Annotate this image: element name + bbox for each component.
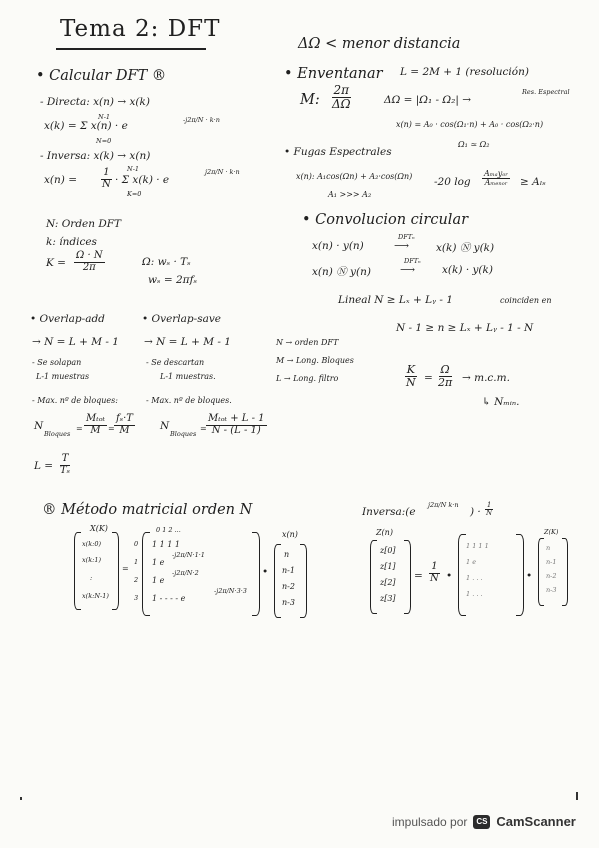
inversa-label: - Inversa: x(k) → x(n) [40, 150, 151, 162]
overlap-add-f2-den: M [119, 424, 130, 436]
inversa-matrix-frac-den: N [486, 509, 493, 518]
ws-equation: wₛ = 2πfₛ [148, 274, 198, 286]
inv-eq: = [414, 570, 423, 582]
page-title: Tema 2: DFT [60, 16, 221, 42]
zx-right-paren [562, 538, 568, 606]
dft-matrix-left-paren [142, 532, 150, 616]
k-fraction-den: 2π [82, 261, 96, 273]
zx-row-1: n-1 [546, 558, 557, 566]
inversa-fraction-num: 1 [103, 167, 110, 178]
overlap-save-f-den: N - (L - 1) [211, 424, 261, 436]
overlap-save-descartan: - Se descartan [146, 358, 205, 367]
inversa-sum-bottom: K=0 [127, 190, 142, 198]
signal-equation: x(n) = A₀ · cos(Ω₁·n) + A₀ · cos(Ω₂·n) [396, 120, 544, 129]
row-index-0: 0 [134, 540, 139, 548]
conv2-left: x(n) Ⓝ y(n) [312, 266, 371, 278]
xk-row-3: x(k:N-1) [82, 592, 109, 600]
matrix-row-3: 1 - - - - e [152, 594, 186, 603]
inv-one-over-n-den: N [430, 572, 439, 584]
inversa-exponent: j2π/N · k·n [205, 168, 240, 176]
resolucion-espectral: Res. Espectral [522, 88, 570, 96]
legend-n: N → orden DFT [276, 338, 339, 347]
omega-over-2pi-num: Ω [440, 363, 450, 376]
matrix-row-3-exp: -j2π/N·3·3 [214, 587, 247, 595]
overlap-add-nblq-sub: Bloques [44, 430, 71, 438]
overlap-save-f-num: Mₜₒₜ + L - 1 [208, 413, 265, 424]
inv-matrix-right-paren [516, 534, 524, 616]
amplitude-relation: A₁ >>> A₂ [328, 190, 372, 199]
xk-row-1: x(k:1) [82, 556, 102, 564]
powered-by-label: impulsado por [392, 814, 468, 829]
zn-right-paren [404, 540, 411, 614]
xk-row-2: : [90, 574, 93, 582]
inversa-lhs: x(n) = [44, 174, 78, 186]
overlap-add-n: → N = L + M - 1 [32, 336, 119, 348]
zn-heading: Z(n) [376, 528, 393, 537]
inversa-fraction-den: N [102, 178, 111, 190]
overlap-add-solapan: - Se solapan [32, 358, 82, 367]
convolucion-heading: • Convolucion circular [302, 212, 469, 228]
directa-exponent: -j2π/N · k·n [183, 116, 220, 124]
inv-matrix-row-2: 1 . . . [466, 574, 483, 582]
overlap-add-nblq: N [34, 420, 44, 432]
k-over-n-num: K [406, 363, 415, 376]
zn-row-1: z[1] [380, 562, 396, 571]
camscanner-logo-icon: CS [473, 815, 490, 829]
inv-one-over-n [428, 562, 441, 584]
xk-left-paren [74, 532, 81, 610]
omega-approx: Ω₁ ≃ Ω₂ [458, 140, 490, 149]
inv-dot-2: • [526, 570, 533, 582]
overlap-save-nblq-sub: Bloques [170, 430, 197, 438]
row-index-1: 1 [134, 558, 139, 566]
zx-row-2: n-2 [546, 572, 557, 580]
overlap-add-fraction1 [84, 414, 107, 436]
overlap-save-heading: • Overlap-save [142, 313, 221, 325]
camscanner-footer [392, 814, 576, 829]
matrix-eq: = [122, 564, 129, 573]
stray-mark-right [576, 792, 578, 800]
db-lhs: -20 log [434, 176, 471, 188]
zn-row-3: z[3] [380, 594, 396, 603]
fugas-heading: • Fugas Espectrales [284, 146, 392, 158]
k-over-n-den: N [406, 375, 416, 389]
overlap-add-eq: = [76, 424, 83, 433]
overlap-add-f1-num: Mₜₒₜ [86, 413, 106, 424]
inv-matrix-row-0: 1 1 1 1 [466, 542, 489, 550]
inv-matrix-left-paren [458, 534, 466, 616]
inversa-matrix-tail: ) · [470, 506, 481, 518]
k-definition: k: índices [46, 236, 97, 248]
enventanar-heading: • Enventanar [284, 66, 383, 82]
inversa-matrix-frac-num: 1 [486, 501, 492, 509]
inv-dot: • [446, 570, 453, 582]
db-rhs: ≥ Aₗₛ [520, 176, 546, 188]
overlap-add-f2-num: fₛ·T [116, 413, 133, 424]
metodo-matricial-heading: ® Método matricial orden N [42, 502, 253, 518]
inversa-matrix-heading: Inversa:(e [362, 506, 416, 518]
conv1-left: x(n) · y(n) [312, 240, 364, 252]
m-fraction-num: 2π [333, 83, 350, 97]
l-resolution: L = 2M + 1 (resolución) [400, 66, 529, 78]
zx-heading: Z(K) [544, 528, 559, 536]
zn-row-2: z[2] [380, 578, 396, 587]
row-index-3: 3 [134, 594, 139, 602]
xn-row-3: n-3 [282, 598, 295, 607]
matrix-row-1: 1 e [152, 558, 165, 567]
omega-equation: Ω: wₛ · Tₛ [142, 256, 191, 268]
xn-row-0: n [284, 550, 290, 559]
matrix-dot: • [262, 566, 269, 578]
delta-omega-note: ΔΩ < menor distancia [298, 36, 461, 52]
matrix-row-2: 1 e [152, 576, 165, 585]
overlap-save-max-bloques: - Max. nº de bloques. [146, 396, 232, 405]
k-fraction-num: Ω · N [76, 250, 103, 261]
overlap-save-eq: = [200, 424, 207, 433]
m-fraction-den: ΔΩ [332, 96, 351, 111]
l-fraction [58, 454, 72, 476]
overlap-add-eq2: = [108, 424, 115, 433]
directa-equation: x(k) = Σ x(n) · e [44, 120, 128, 132]
overlap-add-heading: • Overlap-add [30, 313, 105, 325]
conv1-right: x(k) Ⓝ y(k) [436, 242, 495, 254]
overlap-add-f1-den: M [90, 424, 101, 436]
n-definition: N: Orden DFT [46, 218, 122, 230]
directa-sum-bottom: N=0 [96, 137, 112, 145]
inversa-matrix-exp: j2π/N k·n [428, 501, 459, 509]
k-over-n [404, 364, 418, 388]
xn-row-2: n-2 [282, 582, 295, 591]
xn-row-1: n-1 [282, 566, 295, 575]
zx-row-0: n [546, 544, 551, 552]
omega-over-2pi [436, 364, 454, 388]
conv1-arrow: ⟶ [394, 240, 410, 252]
legend-m: M → Long. Bloques [276, 356, 354, 365]
directa-label: - Directa: x(n) → x(k) [40, 96, 150, 108]
zn-left-paren [370, 540, 377, 614]
l-fraction-num: T [61, 453, 69, 464]
zx-row-3: n-3 [546, 586, 557, 594]
db-fraction-num: Aₘₐyₒᵣ [484, 169, 509, 178]
xk-row-0: x(k:0) [82, 540, 102, 548]
lineal-condition: Lineal N ≥ Lₓ + Lᵧ - 1 [338, 294, 453, 306]
omega-over-2pi-den: 2π [438, 375, 453, 389]
nmin-note: ↳ Nₘᵢₙ. [482, 396, 520, 408]
row-index-2: 2 [134, 576, 139, 584]
directa-sum-top: N-1 [98, 113, 111, 121]
delta-omega-equation: ΔΩ = |Ω₁ - Ω₂| → [384, 94, 472, 106]
camscanner-brand: CamScanner [496, 814, 576, 829]
zx-left-paren [538, 538, 544, 606]
k-fraction [74, 251, 105, 273]
overlap-save-fraction [206, 414, 267, 436]
db-fraction [482, 170, 510, 188]
inv-matrix-row-1: 1 e [466, 558, 477, 566]
xk-right-paren [112, 532, 119, 610]
conv2-arrow: ⟶ [400, 264, 416, 276]
xn-heading: x(n) [282, 530, 298, 539]
overlap-add-muestras: L-1 muestras [36, 372, 90, 381]
overlap-add-fraction2 [114, 414, 135, 436]
inversa-fraction [100, 168, 113, 190]
mcm-note: → m.c.m. [462, 372, 510, 384]
stray-mark-left [20, 797, 22, 800]
overlap-add-max-bloques: - Max. nº de bloques: [32, 396, 118, 405]
xn-right-paren [300, 544, 307, 618]
xn-left-paren [274, 544, 281, 618]
overlap-save-n: → N = L + M - 1 [144, 336, 231, 348]
k-equation-lhs: K = [46, 257, 66, 269]
inv-matrix-row-3: 1 . . . [466, 590, 483, 598]
dft-matrix-right-paren [252, 532, 260, 616]
inversa-matrix-frac [484, 502, 494, 518]
inversa-rhs: · Σ x(k) · e [115, 174, 170, 186]
frac-eq: = [424, 372, 433, 384]
matrix-row-1-exp: -j2π/N·1·1 [172, 551, 205, 559]
legend-l: L → Long. filtro [276, 374, 339, 383]
m-fraction [330, 84, 353, 110]
range-condition: N - 1 ≥ n ≥ Lₓ + Lᵧ - 1 - N [396, 322, 534, 334]
matrix-row-2-exp: -j2π/N·2 [172, 569, 199, 577]
xk-heading: X(K) [90, 524, 108, 533]
fugas-signal: x(n): A₁cos(Ωn) + A₂·cos(Ωn) [296, 172, 413, 181]
column-indices: 0 1 2 ... [156, 526, 181, 534]
l-fraction-den: Tₛ [60, 464, 71, 476]
matrix-row-0: 1 1 1 1 [152, 540, 180, 549]
coinciden-en: coinciden en [500, 296, 552, 305]
overlap-save-nblq: N [160, 420, 170, 432]
l-equation-lhs: L = [34, 460, 54, 472]
m-lhs: M: [300, 92, 320, 108]
inv-one-over-n-num: 1 [431, 561, 438, 572]
db-fraction-den: Aₘₑₙₒᵣ [484, 178, 508, 188]
title-underline [56, 48, 206, 50]
conv1-operator: DFTₙ [398, 233, 415, 241]
conv2-right: x(k) · y(k) [442, 264, 493, 276]
zn-row-0: z[0] [380, 546, 396, 555]
conv2-operator: DFTₙ [404, 257, 421, 265]
overlap-save-muestras: L-1 muestras. [160, 372, 216, 381]
calcular-dft-heading: • Calcular DFT ® [36, 68, 167, 84]
inversa-sum-top: N-1 [127, 165, 140, 173]
